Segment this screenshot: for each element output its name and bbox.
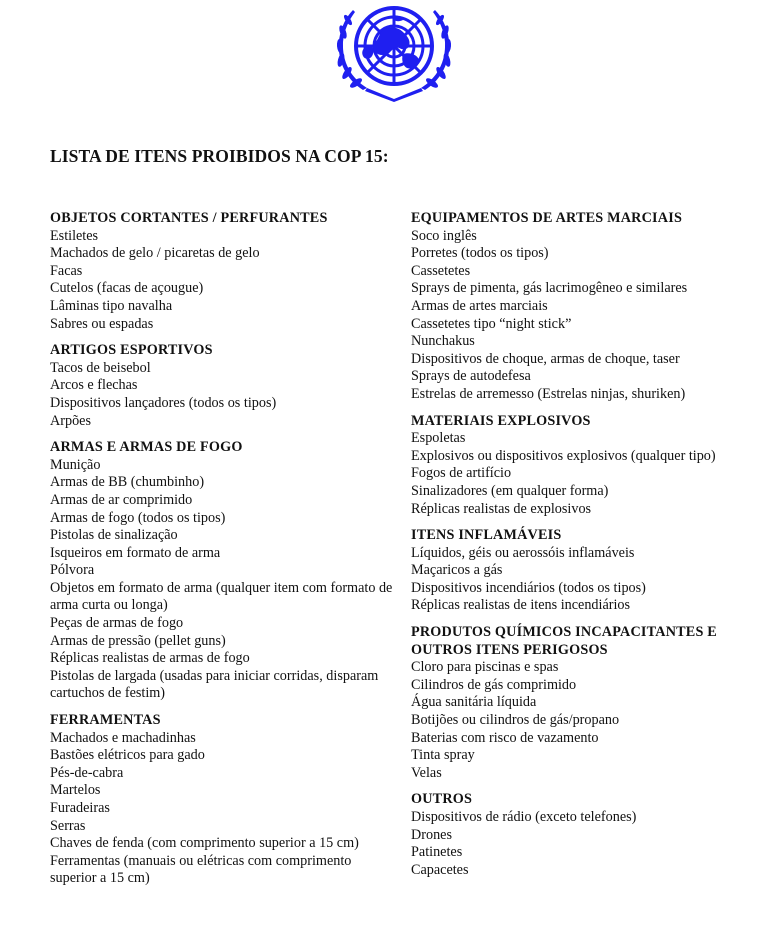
list-item: Sprays de pimenta, gás lacrimogêneo e similares xyxy=(411,280,688,297)
list-item: Bastões elétricos para gado xyxy=(50,747,205,764)
category-heading: ARMAS E ARMAS DE FOGO xyxy=(50,439,243,456)
category-section xyxy=(50,342,400,430)
un-emblem-icon xyxy=(333,2,455,102)
list-item: Explosivos ou dispositivos explosivos (qualquer tipo) xyxy=(411,447,716,464)
list-item: Armas de artes marciais xyxy=(411,297,548,314)
category-section xyxy=(411,624,761,782)
category-heading: EQUIPAMENTOS DE ARTES MARCIAIS xyxy=(411,210,683,226)
page-title: LISTA DE ITENS PROIBIDOS NA COP 15: xyxy=(50,146,389,166)
list-item: Ferramentas (manuais ou elétricas com comprimento superior a 15 cm) xyxy=(50,852,352,887)
list-item: Cilindros de gás comprimido xyxy=(411,676,577,693)
list-item: Dispositivos lançadores (todos os tipos) xyxy=(50,394,277,411)
list-item: Armas de fogo (todos os tipos) xyxy=(50,509,226,526)
item-list xyxy=(411,545,761,615)
category-section xyxy=(50,439,400,703)
item-list xyxy=(411,228,761,404)
list-item: Arcos e flechas xyxy=(50,377,138,394)
list-item: Estiletes xyxy=(50,227,99,244)
category-section xyxy=(411,527,761,615)
list-item: Pólvora xyxy=(50,562,95,579)
list-item: Botijões ou cilindros de gás/propano xyxy=(411,712,620,729)
list-item: Maçaricos a gás xyxy=(411,562,503,579)
item-list xyxy=(50,228,400,334)
list-item: Capacetes xyxy=(411,861,469,878)
list-item: Líquidos, géis ou aerossóis inflamáveis xyxy=(411,544,635,561)
category-section xyxy=(411,210,761,404)
list-item: Porretes (todos os tipos) xyxy=(411,245,549,262)
list-item: Tacos de beisebol xyxy=(50,359,151,376)
category-heading: ARTIGOS ESPORTIVOS xyxy=(50,342,213,359)
list-item: Cassetetes xyxy=(411,262,471,279)
list-item: Arpões xyxy=(50,412,91,429)
list-item: Sinalizadores (em qualquer forma) xyxy=(411,482,609,499)
list-item: Nunchakus xyxy=(411,333,475,350)
list-item: Machados e machadinhas xyxy=(50,729,196,746)
list-item: Dispositivos incendiários (todos os tipos) xyxy=(411,579,646,596)
right-column xyxy=(411,210,761,888)
item-list xyxy=(50,457,400,703)
list-item: Velas xyxy=(411,764,442,781)
category-heading: ITENS INFLAMÁVEIS xyxy=(411,527,562,544)
list-item: Sprays de autodefesa xyxy=(411,368,531,385)
list-item: Espoletas xyxy=(411,430,466,447)
category-heading: FERRAMENTAS xyxy=(50,712,161,729)
category-section xyxy=(411,413,761,519)
list-item: Martelos xyxy=(50,782,101,799)
list-item: Fogos de artifício xyxy=(411,465,512,482)
list-item: Dispositivos de choque, armas de choque, taser xyxy=(411,350,680,367)
item-list xyxy=(411,809,761,879)
category-section xyxy=(50,210,400,333)
list-item: Armas de pressão (pellet guns) xyxy=(50,632,226,649)
list-item: Baterias com risco de vazamento xyxy=(411,729,599,746)
list-item: Pistolas de sinalização xyxy=(50,527,178,544)
category-heading: OUTROS xyxy=(411,791,473,808)
list-item: Machados de gelo / picaretas de gelo xyxy=(50,245,260,262)
list-item: Cassetetes tipo “night stick” xyxy=(411,315,572,332)
list-item: Soco inglês xyxy=(411,227,477,244)
list-item: Armas de ar comprimido xyxy=(50,491,193,508)
list-item: Furadeiras xyxy=(50,800,110,816)
list-item: Peças de armas de fogo xyxy=(50,615,184,632)
list-item: Réplicas realistas de armas de fogo xyxy=(50,650,250,667)
list-item: Munição xyxy=(50,456,101,473)
list-item: Lâminas tipo navalha xyxy=(50,297,173,314)
list-item: Cutelos (facas de açougue) xyxy=(50,280,204,297)
item-list xyxy=(50,360,400,430)
list-item: Pés-de-cabra xyxy=(50,764,124,781)
list-item: Estrelas de arremesso (Estrelas ninjas, shuriken) xyxy=(411,385,686,402)
category-heading: PRODUTOS QUÍMICOS INCAPACITANTES E OUTROS ITENS PERIGOSOS xyxy=(411,624,717,658)
left-column xyxy=(50,210,400,897)
list-item: Dispositivos de rádio (exceto telefones) xyxy=(411,809,637,825)
list-item: Réplicas realistas de explosivos xyxy=(411,500,592,517)
list-item: Réplicas realistas de itens incendiários xyxy=(411,597,631,614)
list-item: Objetos em formato de arma (qualquer item com formato de arma curta ou longa) xyxy=(50,579,393,614)
item-list xyxy=(411,659,761,782)
list-item: Patinetes xyxy=(411,844,463,861)
list-item: Cloro para piscinas e spas xyxy=(411,659,559,676)
category-section xyxy=(411,791,761,879)
list-item: Armas de BB (chumbinho) xyxy=(50,474,205,491)
list-item: Facas xyxy=(50,262,83,279)
list-item: Tinta spray xyxy=(411,747,475,764)
category-heading: MATERIAIS EXPLOSIVOS xyxy=(411,412,591,429)
category-heading: OBJETOS CORTANTES / PERFURANTES xyxy=(50,210,328,226)
list-item: Água sanitária líquida xyxy=(411,694,537,711)
list-item: Serras xyxy=(50,817,86,834)
list-item: Sabres ou espadas xyxy=(50,315,154,332)
list-item: Isqueiros em formato de arma xyxy=(50,544,221,561)
list-item: Drones xyxy=(411,826,452,843)
item-list xyxy=(50,730,400,888)
item-list xyxy=(411,430,761,518)
category-section xyxy=(50,712,400,888)
list-item: Pistolas de largada (usadas para iniciar corridas, disparam cartuchos de festim) xyxy=(50,667,379,702)
list-item: Chaves de fenda (com comprimento superior a 15 cm) xyxy=(50,835,359,852)
